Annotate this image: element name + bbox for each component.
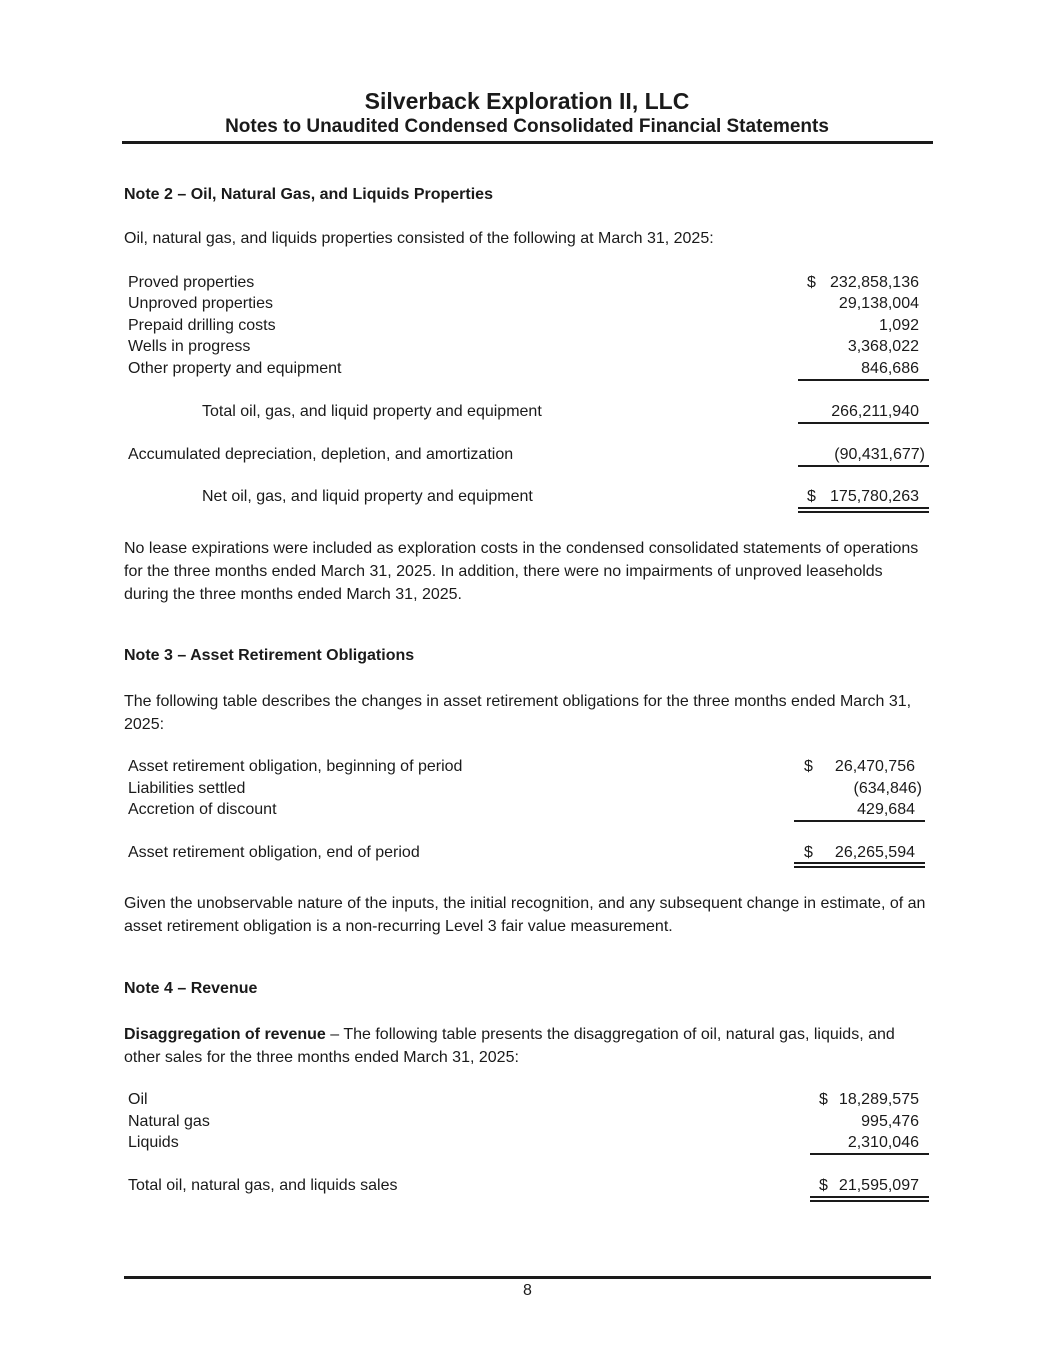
note2-heading: Note 2 – Oil, Natural Gas, and Liquids Properties [124,186,493,203]
note4-row-value: 18,289,575 [838,1091,919,1108]
note3-row-label: Accretion of discount [128,801,277,818]
note2-accum-value: (90,431,677) [834,446,925,463]
note3-paragraph: Given the unobservable nature of the inputs, the initial recognition, and any subsequent change in estimate, of an asset retirement obligation is a non-recurring Level 3 fair value measurement. [124,895,926,935]
subtotal-underline [810,1153,929,1155]
note2-net-label: Net oil, gas, and liquid property and equipment [202,488,533,505]
currency-symbol: $ [804,758,813,775]
note2-accum-label: Accumulated depreciation, depletion, and amortization [128,446,514,463]
note4-row-value: 2,310,046 [847,1134,919,1151]
note4-row-label: Natural gas [128,1113,210,1130]
note2-row-value: 232,858,136 [830,274,919,291]
note2-row-label: Wells in progress [128,338,251,355]
note3-row-label: Liabilities settled [128,780,246,797]
note4-intro-text: – The following table presents the disaggregation of oil, natural gas, liquids, and other sales for the three months ended March 31, 2025: [124,1026,895,1066]
document-subtitle: Notes to Unaudited Condensed Consolidated Financial Statements [225,116,829,137]
total-double-underline [810,1196,929,1202]
total-underline [798,422,929,424]
note2-row-label: Proved properties [128,274,255,291]
note3-row-value: 429,684 [857,801,915,818]
note3-row-value: (634,846) [853,780,922,797]
note2-row-label: Unproved properties [128,295,273,312]
note3-intro: The following table describes the changes in asset retirement obligations for the three months ended March 31, 2025: [124,693,912,733]
note3-row-value: 26,470,756 [834,758,915,775]
subtotal-underline [794,820,925,822]
note4-intro [124,1023,929,1069]
note2-row-label: Other property and equipment [128,360,342,377]
currency-symbol: $ [807,488,816,505]
note2-row-label: Prepaid drilling costs [128,317,276,334]
note2-total-value: 266,211,940 [831,403,919,420]
currency-symbol: $ [807,274,816,291]
note2-row-value: 1,092 [878,317,919,334]
net-double-underline [798,507,929,513]
note4-total-label: Total oil, natural gas, and liquids sales [128,1177,398,1194]
page-number: 8 [523,1282,532,1299]
note4-row-value: 995,476 [861,1113,919,1130]
note4-intro-bold: Disaggregation of revenue [124,1026,326,1043]
accum-underline [798,465,929,467]
note2-intro: Oil, natural gas, and liquids properties consisted of the following at March 31, 2025: [124,230,714,247]
note3-end-value: 26,265,594 [834,844,915,861]
currency-symbol: $ [819,1177,828,1194]
note2-net-value: 175,780,263 [830,488,919,505]
currency-symbol: $ [804,844,813,861]
note3-row-label: Asset retirement obligation, beginning of period [128,758,463,775]
currency-symbol: $ [819,1091,828,1108]
note3-heading: Note 3 – Asset Retirement Obligations [124,647,415,664]
note4-row-label: Oil [128,1091,148,1108]
note4-total-value: 21,595,097 [838,1177,919,1194]
note2-total-label: Total oil, gas, and liquid property and equipment [202,403,542,420]
header-rule [122,141,933,144]
note4-heading: Note 4 – Revenue [124,980,258,997]
note2-row-value: 29,138,004 [838,295,919,312]
note2-row-value: 846,686 [861,360,919,377]
note3-end-label: Asset retirement obligation, end of period [128,844,420,861]
company-name: Silverback Exploration II, LLC [364,88,690,114]
subtotal-underline [798,379,929,381]
note4-row-label: Liquids [128,1134,179,1151]
note2-row-value: 3,368,022 [847,338,919,355]
note2-paragraph: No lease expirations were included as exploration costs in the condensed consolidated statements of operations for the three months ended March 31, 2025. In addition, there were no impairments of unproved leaseholds during the three months ended March 31, 2025. [124,540,919,603]
end-double-underline [794,862,925,868]
footer-rule [124,1276,931,1279]
